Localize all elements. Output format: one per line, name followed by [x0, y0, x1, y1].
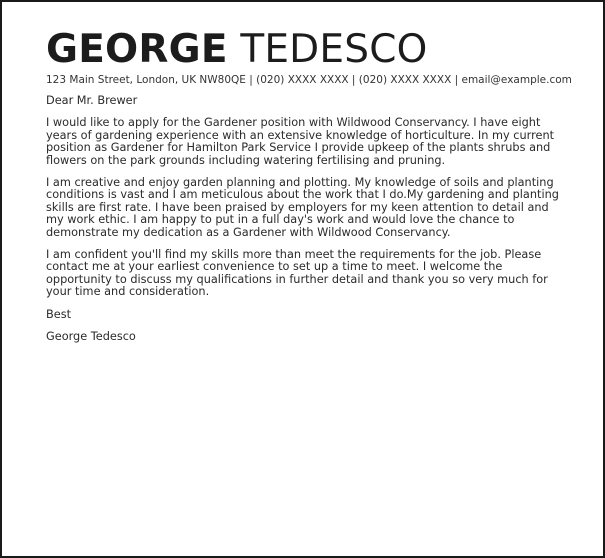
signature: George Tedesco: [46, 330, 136, 344]
sender-name: [46, 28, 428, 72]
salutation: Dear Mr. Brewer: [46, 94, 138, 107]
closing: Best: [46, 307, 72, 321]
sender-last-name: TEDESCO: [240, 27, 428, 72]
sender-first-name: GEORGE: [46, 27, 228, 72]
letter-body: [46, 95, 566, 354]
paragraph-3: I am confident you'll find my skills more than meet the requirements for the job. Please contact me at your earliest convenience to set up a time to meet. I welcome the opportunity to discuss my qualifications in further detail and thank you so very much for your time and consideration.: [46, 248, 548, 299]
paragraph-1: I would like to apply for the Gardener position with Wildwood Conservancy. I have eight years of gardening experience with an extensive knowledge of horticulture. In my current position as Gardener for Hamilton Park Service I provide upkeep of the plants shrubs and flowers on the park grounds including watering fertilising and pruning.: [46, 116, 555, 167]
paragraph-2: I am creative and enjoy garden planning and plotting. My knowledge of soils and planting conditions is vast and I am meticulous about the work that I do.My gardening and planting skills are first rate. I have been praised by employers for my keen attention to detail and my work ethic. I am happy to put in a full day's work and would love the chance to demonstrate my dedication as a Gardener with Wildwood Conservancy.: [46, 176, 559, 239]
contact-line: 123 Main Street, London, UK NW80QE | (020) XXXX XXXX | (020) XXXX XXXX | email@example.com: [46, 74, 572, 86]
